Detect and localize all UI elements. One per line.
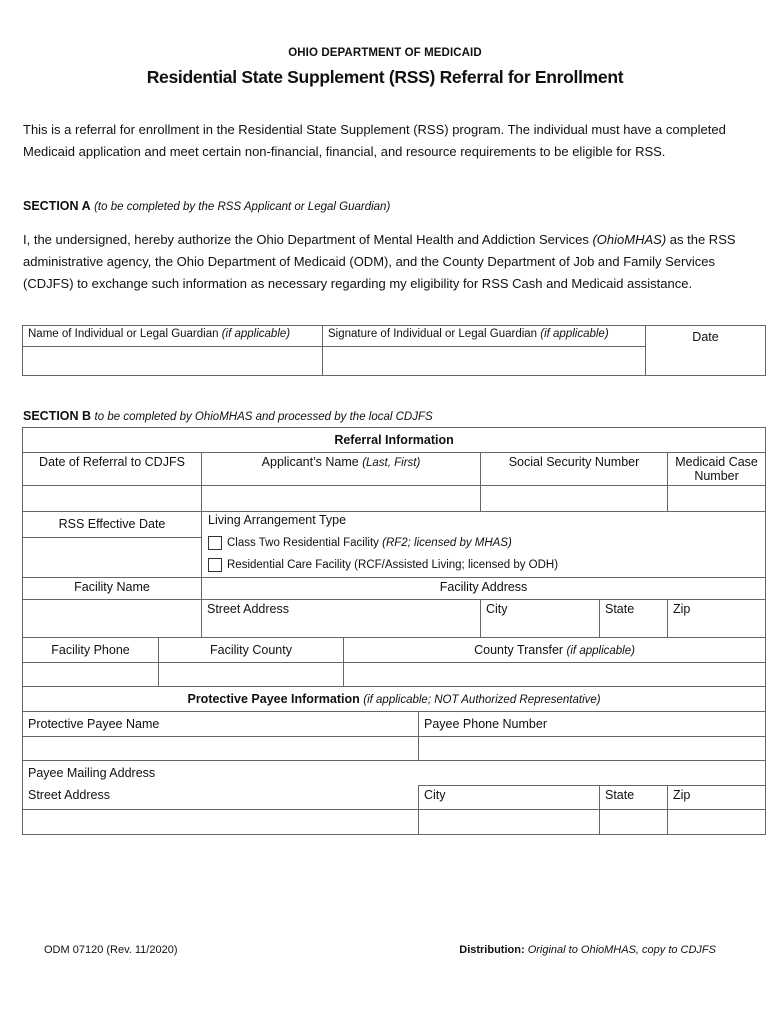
rss-effective-field[interactable] — [23, 537, 202, 577]
payee-street-field[interactable] — [23, 810, 419, 835]
intro-paragraph: This is a referral for enrollment in the Residential State Supplement (RSS) program. The individual must have a completed Medicaid application and meet certain non-financial, financial, and resource requirements to be eligible for RSS. — [23, 122, 726, 159]
facility-county-field[interactable] — [159, 663, 344, 687]
facility-phone-field[interactable] — [23, 663, 159, 687]
payee-phone-field[interactable] — [419, 737, 766, 761]
facility-name-field[interactable] — [23, 600, 202, 638]
facility-phone-label: Facility Phone — [23, 638, 159, 663]
signature-label: Signature of Individual or Legal Guardian — [328, 328, 538, 340]
referral-heading: Referral Information — [23, 428, 766, 453]
payee-name-label: Protective Payee Name — [23, 712, 419, 737]
zip-label: Zip — [673, 602, 691, 616]
form-title: Residential State Supplement (RSS) Referral for Enrollment — [146, 67, 624, 87]
date-label: Date — [646, 326, 766, 347]
facility-name-label: Facility Name — [23, 578, 202, 600]
authorization-text-2: as the RSS administrative agency, the Ohio Department of Medicaid (ODM), and the County Department of Job and Family Services (CDJFS) to exchange such information as necessary regarding my eligibility for RSS Cash and Medicaid assistance. — [23, 232, 736, 291]
county-transfer-label: County Transfer — [474, 643, 564, 657]
ssn-field[interactable] — [481, 486, 668, 512]
referral-table — [22, 427, 766, 835]
payee-street-label: Street Address — [23, 786, 419, 810]
rf2-checkbox[interactable] — [208, 536, 222, 550]
section-a-note: (to be completed by the RSS Applicant or Legal Guardian) — [94, 201, 391, 213]
rf2-note: (RF2; licensed by MHAS) — [382, 537, 512, 549]
section-b-heading — [23, 409, 433, 423]
zip-field[interactable] — [668, 600, 766, 638]
rss-effective-label: RSS Effective Date — [23, 512, 202, 538]
applicant-name-note: (Last, First) — [362, 457, 421, 469]
distribution-note — [459, 944, 716, 956]
rcf-label: Residential Care Facility (RCF/Assisted Living; licensed by ODH) — [227, 559, 559, 571]
facility-county-label: Facility County — [159, 638, 344, 663]
section-a-heading — [23, 199, 390, 213]
payee-city-label: City — [419, 786, 600, 810]
name-label-cell — [23, 326, 323, 347]
city-field[interactable] — [481, 600, 600, 638]
city-label: City — [486, 602, 508, 616]
county-transfer-label-cell — [344, 638, 766, 663]
rf2-label: Class Two Residential Facility — [227, 537, 379, 549]
payee-name-field[interactable] — [23, 737, 419, 761]
living-arrangement-cell — [202, 512, 766, 578]
section-a-label: SECTION A — [23, 199, 91, 213]
medicaid-case-field[interactable] — [668, 486, 766, 512]
form-id: ODM 07120 (Rev. 11/2020) — [44, 944, 178, 956]
signature-label-cell — [323, 326, 646, 347]
ssn-label: Social Security Number — [481, 453, 668, 486]
street-address-field[interactable] — [202, 600, 481, 638]
section-b-note: to be completed by OhioMHAS and processed by the local CDJFS — [94, 411, 433, 423]
applicant-name-label: Applicant’s Name — [261, 455, 359, 469]
county-transfer-note: (if applicable) — [566, 645, 635, 657]
county-transfer-field[interactable] — [344, 663, 766, 687]
payee-state-field[interactable] — [600, 810, 668, 835]
rcf-checkbox[interactable] — [208, 558, 222, 572]
signature-note: (if applicable) — [540, 328, 609, 340]
payee-heading-cell — [23, 687, 766, 712]
authorization-agency: (OhioMHAS) — [592, 232, 667, 247]
payee-zip-field[interactable] — [668, 810, 766, 835]
section-a-table — [22, 325, 766, 376]
agency-name: OHIO DEPARTMENT OF MEDICAID — [288, 47, 482, 59]
medicaid-case-label: Medicaid Case Number — [668, 453, 766, 486]
payee-zip-label: Zip — [668, 786, 766, 810]
date-referral-field[interactable] — [23, 486, 202, 512]
state-field[interactable] — [600, 600, 668, 638]
distribution-text: Original to OhioMHAS, copy to CDJFS — [527, 944, 716, 956]
payee-note: (if applicable; NOT Authorized Representative) — [363, 694, 601, 706]
section-b-label: SECTION B — [23, 409, 92, 423]
payee-state-label: State — [600, 786, 668, 810]
payee-mailing-label: Payee Mailing Address — [23, 761, 766, 786]
date-field[interactable] — [646, 347, 766, 376]
name-field[interactable] — [23, 347, 323, 376]
signature-field[interactable] — [323, 347, 646, 376]
applicant-name-field[interactable] — [202, 486, 481, 512]
distribution-label: Distribution: — [459, 944, 525, 956]
rcf-option[interactable] — [208, 554, 759, 576]
street-address-label: Street Address — [207, 602, 289, 616]
date-referral-label: Date of Referral to CDJFS — [23, 453, 202, 486]
payee-city-field[interactable] — [419, 810, 600, 835]
living-arrangement-label: Living Arrangement Type — [208, 513, 347, 527]
payee-phone-label: Payee Phone Number — [419, 712, 766, 737]
name-note: (if applicable) — [221, 328, 291, 340]
authorization-paragraph — [23, 229, 745, 295]
facility-address-label: Facility Address — [202, 578, 766, 600]
state-label: State — [605, 602, 635, 616]
payee-heading: Protective Payee Information — [187, 692, 360, 706]
authorization-text-1: I, the undersigned, hereby authorize the Ohio Department of Mental Health and Addiction Services — [23, 232, 589, 247]
rf2-option[interactable] — [208, 532, 759, 554]
applicant-name-label-cell — [202, 453, 481, 486]
name-label: Name of Individual or Legal Guardian — [28, 328, 219, 340]
